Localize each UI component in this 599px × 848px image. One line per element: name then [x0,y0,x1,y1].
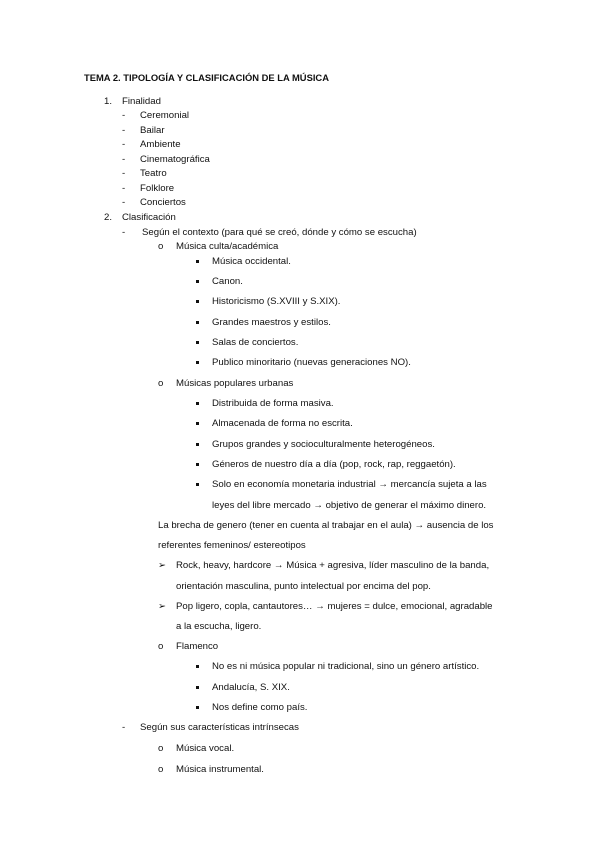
subheading-culta: Música culta/académica [176,241,279,252]
list-item: Folklore [140,183,175,194]
list-item: Andalucía, S. XIX. [212,682,290,693]
dash-marker: - [122,110,126,121]
list-item: Rock, heavy, hardcore → Música + agresiva, líder masculino de la banda, [176,560,490,571]
arrow-bullet: ➢ [158,560,167,571]
list-item: Géneros de nuestro día a día (pop, rock, rap, reggaetón). [212,459,456,470]
square-bullet [196,665,199,668]
dash-marker: - [122,197,126,208]
circle-marker: o [158,764,164,775]
dash-marker: - [122,125,126,136]
document-title: TEMA 2. TIPOLOGÍA Y CLASIFICACIÓN DE LA MÚSICA [84,72,329,83]
square-bullet [196,463,199,466]
list-item: No es ni música popular ni tradicional, sino un género artístico. [212,661,480,672]
square-bullet [196,321,199,324]
list-item: Almacenada de forma no escrita. [212,418,353,429]
circle-marker: o [158,641,164,652]
square-bullet [196,260,199,263]
list-item: Salas de conciertos. [212,337,299,348]
list-item-continuation: leyes del libre mercado → objetivo de generar el máximo dinero. [212,500,487,511]
paragraph-brecha-continuation: referentes femeninos/ estereotipos [158,540,306,551]
square-bullet [196,300,199,303]
dash-marker: - [122,183,126,194]
section-number: 1. [104,96,113,107]
square-bullet [196,483,199,486]
circle-marker: o [158,743,164,754]
list-item: Solo en economía monetaria industrial → mercancía sujeta a las [212,479,487,490]
list-item-continuation: a la escucha, ligero. [176,621,262,632]
dash-marker: - [122,154,126,165]
paragraph-brecha: La brecha de genero (tener en cuenta al trabajar en el aula) → ausencia de los [158,520,494,531]
list-item: Ceremonial [140,110,190,121]
list-item: Grupos grandes y socioculturalmente heterogéneos. [212,439,435,450]
section-number: 2. [104,212,113,223]
square-bullet [196,280,199,283]
list-item: Ambiente [140,139,181,150]
list-item: Nos define como país. [212,702,308,713]
list-item: Historicismo (S.XVIII y S.XIX). [212,296,341,307]
list-item: Publico minoritario (nuevas generaciones NO). [212,357,411,368]
square-bullet [196,422,199,425]
square-bullet [196,361,199,364]
list-item: Canon. [212,276,243,287]
list-item: Cinematográfica [140,154,210,165]
square-bullet [196,341,199,344]
square-bullet [196,686,199,689]
subheading-intrinsecas: Según sus características intrínsecas [140,722,299,733]
square-bullet [196,443,199,446]
section-heading-clasificacion: Clasificación [122,212,176,223]
list-item: Bailar [140,125,165,136]
subheading-contexto: Según el contexto (para qué se creó, dónde y cómo se escucha) [142,227,417,238]
list-item: Grandes maestros y estilos. [212,317,331,328]
circle-marker: o [158,241,164,252]
dash-marker: - [122,139,126,150]
list-item-continuation: orientación masculina, punto intelectual por encima del pop. [176,581,431,592]
arrow-bullet: ➢ [158,601,167,612]
subheading-flamenco: Flamenco [176,641,219,652]
dash-marker: - [122,227,126,238]
square-bullet [196,402,199,405]
list-item: Música vocal. [176,743,235,754]
list-item: Distribuida de forma masiva. [212,398,334,409]
dash-marker: - [122,722,126,733]
subheading-populares: Músicas populares urbanas [176,378,294,389]
dash-marker: - [122,168,126,179]
square-bullet [196,706,199,709]
list-item: Música instrumental. [176,764,264,775]
list-item: Conciertos [140,197,186,208]
section-heading-finalidad: Finalidad [122,96,161,107]
list-item: Música occidental. [212,256,291,267]
list-item: Teatro [140,168,167,179]
list-item: Pop ligero, copla, cantautores… → mujeres = dulce, emocional, agradable [176,601,493,612]
circle-marker: o [158,378,164,389]
